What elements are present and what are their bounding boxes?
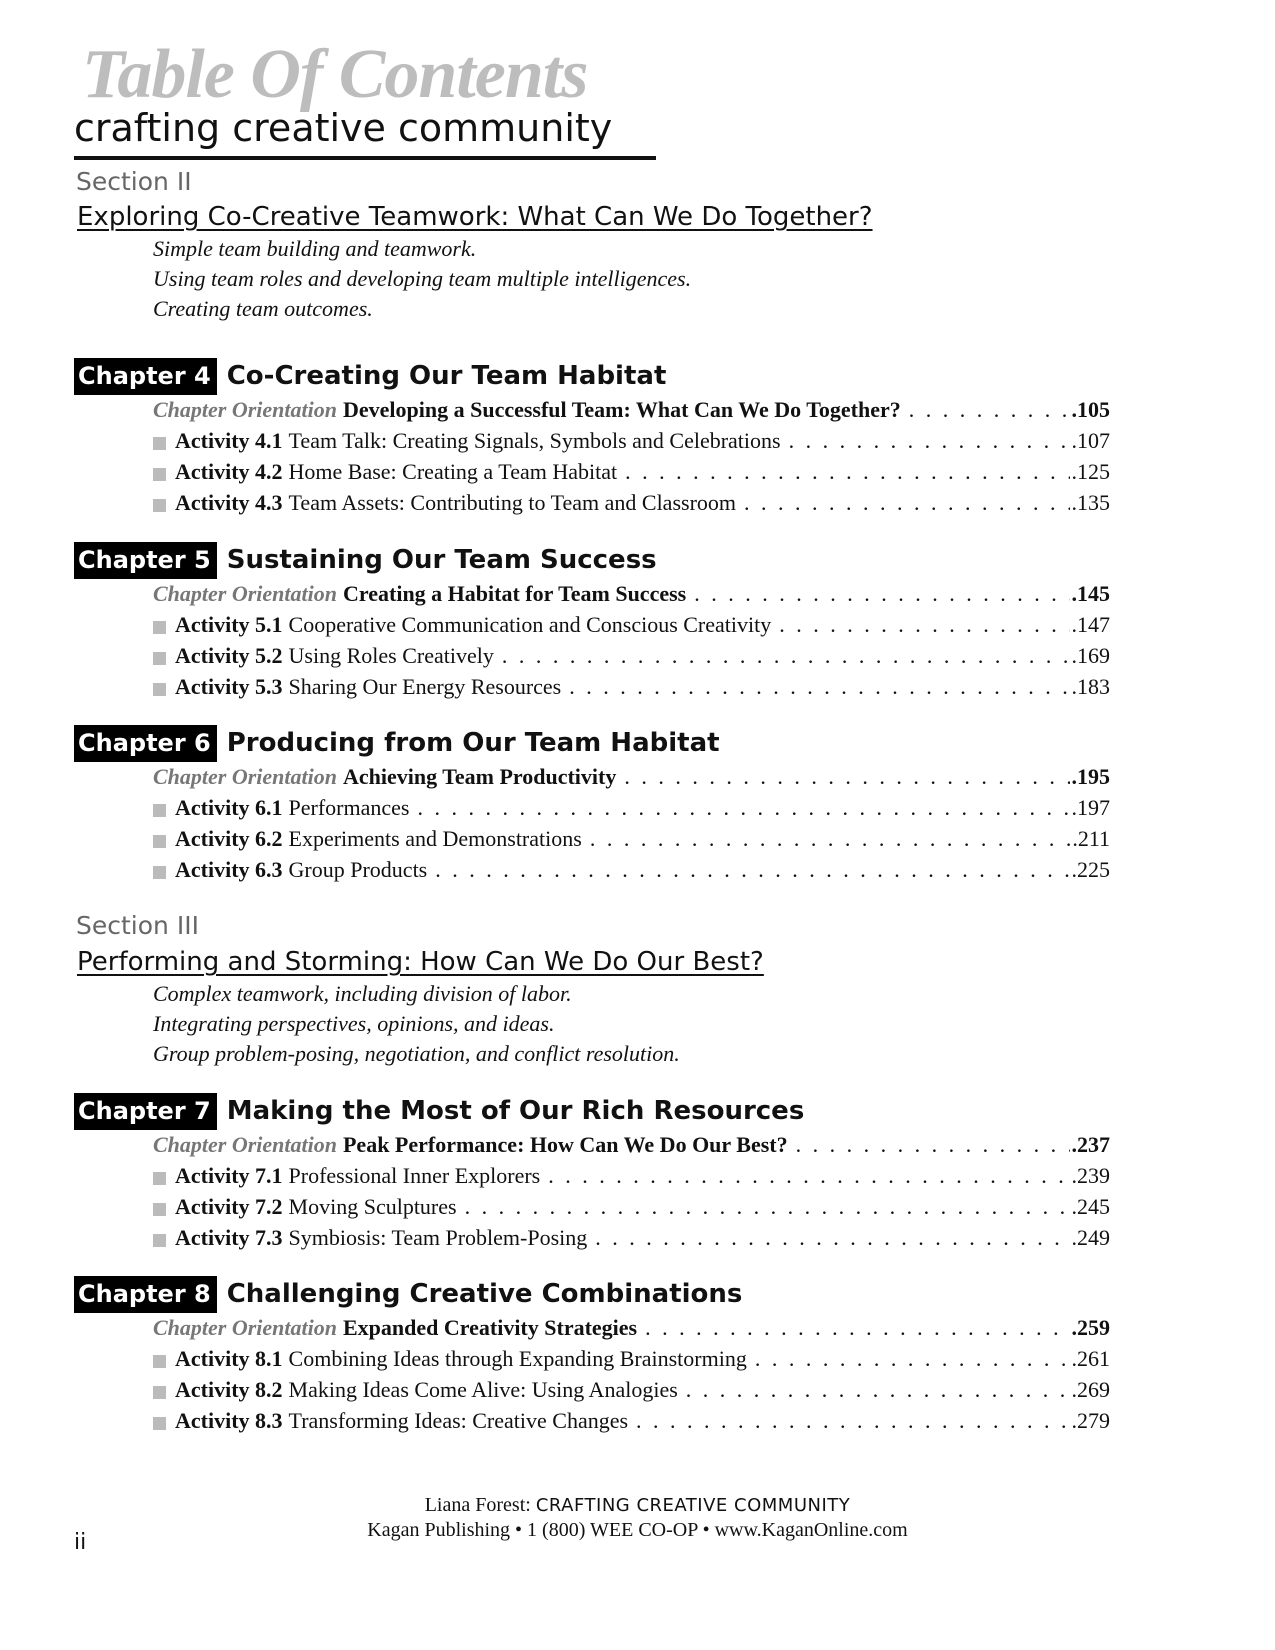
activity-entry[interactable] xyxy=(153,490,1110,521)
orientation-label: Chapter Orientation xyxy=(153,581,337,606)
activity-label: Activity 8.1 xyxy=(175,1346,283,1371)
section-heading: Exploring Co-Creative Teamwork: What Can We Do Together? xyxy=(77,202,873,232)
activity-entry[interactable] xyxy=(153,1408,1110,1439)
footer-author: Liana Forest: xyxy=(424,1494,531,1516)
dot-leader xyxy=(694,581,1069,607)
square-bullet-icon xyxy=(153,804,166,817)
activity-label: Activity 5.1 xyxy=(175,612,283,637)
activity-label: Activity 8.3 xyxy=(175,1408,283,1433)
section-heading: Performing and Storming: How Can We Do Our Best? xyxy=(77,947,764,977)
dot-leader xyxy=(590,826,1071,852)
square-bullet-icon xyxy=(153,1203,166,1216)
dot-leader xyxy=(686,1377,1070,1403)
activity-title: Team Assets: Contributing to Team and Classroom xyxy=(288,490,737,515)
page-number-ref: .105 xyxy=(1071,397,1110,422)
activity-entry[interactable] xyxy=(153,612,1110,643)
square-bullet-icon xyxy=(153,468,166,481)
page-number-ref: .125 xyxy=(1071,459,1110,484)
description-line: Using team roles and developing team multiple intelligences. xyxy=(153,266,692,291)
description-line: Creating team outcomes. xyxy=(153,296,373,321)
square-bullet-icon xyxy=(153,683,166,696)
page-number-ref: .135 xyxy=(1071,490,1110,515)
square-bullet-icon xyxy=(153,835,166,848)
chapter-badge: Chapter 7 xyxy=(74,1093,217,1130)
orientation-title: Creating a Habitat for Team Success xyxy=(342,581,687,606)
activity-title: Using Roles Creatively xyxy=(288,643,494,668)
page-number-ref: .269 xyxy=(1071,1377,1110,1402)
activity-entry[interactable] xyxy=(153,1346,1110,1377)
square-bullet-icon xyxy=(153,1355,166,1368)
orientation-entry[interactable] xyxy=(153,397,1110,428)
activity-label: Activity 5.2 xyxy=(175,643,283,668)
activity-title: Professional Inner Explorers xyxy=(288,1163,541,1188)
orientation-label: Chapter Orientation xyxy=(153,764,337,789)
dot-leader xyxy=(755,1346,1070,1372)
chapter-badge: Chapter 5 xyxy=(74,542,217,579)
page-number-ref: .245 xyxy=(1071,1194,1110,1219)
activity-title: Experiments and Demonstrations xyxy=(288,826,582,851)
page-number-ref: .183 xyxy=(1071,674,1110,699)
dot-leader xyxy=(569,674,1069,700)
square-bullet-icon xyxy=(153,1234,166,1247)
description-line: Complex teamwork, including division of labor. xyxy=(153,981,572,1006)
chapter-header xyxy=(74,540,1114,580)
chapter-title: Producing from Our Team Habitat xyxy=(226,728,720,758)
dot-leader xyxy=(465,1194,1070,1220)
footer-book-title: CRAFTING CREATIVE COMMUNITY xyxy=(535,1495,851,1516)
description-line: Simple team building and teamwork. xyxy=(153,236,477,261)
orientation-title: Expanded Creativity Strategies xyxy=(342,1315,638,1340)
dot-leader xyxy=(645,1315,1069,1341)
activity-label: Activity 6.2 xyxy=(175,826,283,851)
section-label: Section II xyxy=(76,167,192,196)
activity-entry[interactable] xyxy=(153,459,1110,490)
dot-leader xyxy=(909,397,1070,423)
chapter-block xyxy=(74,1091,1114,1256)
dot-leader xyxy=(624,764,1069,790)
dot-leader xyxy=(636,1408,1069,1434)
chapter-header xyxy=(74,723,1114,763)
square-bullet-icon xyxy=(153,1417,166,1430)
square-bullet-icon xyxy=(153,866,166,879)
orientation-entry[interactable] xyxy=(153,1132,1110,1163)
activity-label: Activity 4.1 xyxy=(175,428,283,453)
chapter-header xyxy=(74,1091,1114,1131)
chapter-title: Challenging Creative Combinations xyxy=(226,1279,743,1309)
dot-leader xyxy=(625,459,1069,485)
square-bullet-icon xyxy=(153,499,166,512)
square-bullet-icon xyxy=(153,1172,166,1185)
chapter-title: Sustaining Our Team Success xyxy=(226,545,657,575)
page-number-ref: .195 xyxy=(1071,764,1110,789)
section-description xyxy=(153,979,680,1069)
page-number-ref: .197 xyxy=(1071,795,1110,820)
activity-title: Transforming Ideas: Creative Changes xyxy=(288,1408,629,1433)
activity-title: Home Base: Creating a Team Habitat xyxy=(288,459,618,484)
square-bullet-icon xyxy=(153,652,166,665)
page-number-ref: .239 xyxy=(1071,1163,1110,1188)
chapter-block xyxy=(74,723,1114,888)
dot-leader xyxy=(417,795,1069,821)
activity-entry[interactable] xyxy=(153,674,1110,705)
activity-label: Activity 7.2 xyxy=(175,1194,283,1219)
dot-leader xyxy=(796,1132,1070,1158)
description-line: Group problem-posing, negotiation, and conflict resolution. xyxy=(153,1041,680,1066)
page-number-ref: .261 xyxy=(1071,1346,1110,1371)
orientation-entry[interactable] xyxy=(153,764,1110,795)
orientation-title: Peak Performance: How Can We Do Our Best? xyxy=(342,1132,788,1157)
chapter-badge: Chapter 6 xyxy=(74,725,217,762)
square-bullet-icon xyxy=(153,437,166,450)
activity-title: Cooperative Communication and Conscious Creativity xyxy=(288,612,772,637)
activity-title: Performances xyxy=(288,795,410,820)
dot-leader xyxy=(789,428,1070,454)
activity-entry[interactable] xyxy=(153,857,1110,888)
page-number-ref: .259 xyxy=(1071,1315,1110,1340)
activity-title: Moving Sculptures xyxy=(288,1194,457,1219)
page-subtitle: crafting creative community xyxy=(74,106,613,150)
activity-entry[interactable] xyxy=(153,643,1110,674)
section-description xyxy=(153,234,691,324)
activity-title: Combining Ideas through Expanding Brainstorming xyxy=(288,1346,747,1371)
chapter-badge: Chapter 4 xyxy=(74,358,217,395)
page-number-ref: .225 xyxy=(1071,857,1110,882)
chapter-block xyxy=(74,540,1114,705)
description-line: Integrating perspectives, opinions, and ideas. xyxy=(153,1011,555,1036)
orientation-label: Chapter Orientation xyxy=(153,1315,337,1340)
activity-entry[interactable] xyxy=(153,1163,1110,1194)
orientation-title: Achieving Team Productivity xyxy=(342,764,617,789)
activity-label: Activity 7.3 xyxy=(175,1225,283,1250)
activity-label: Activity 8.2 xyxy=(175,1377,283,1402)
page-number-ref: .237 xyxy=(1071,1132,1110,1157)
activity-label: Activity 5.3 xyxy=(175,674,283,699)
orientation-entry[interactable] xyxy=(153,581,1110,612)
chapter-badge: Chapter 8 xyxy=(74,1276,217,1313)
chapter-header xyxy=(74,1274,1114,1314)
activity-label: Activity 4.3 xyxy=(175,490,283,515)
chapter-block xyxy=(74,356,1114,521)
activity-entry[interactable] xyxy=(153,795,1110,826)
footer-credit xyxy=(0,1493,1275,1542)
dot-leader xyxy=(595,1225,1069,1251)
orientation-entry[interactable] xyxy=(153,1315,1110,1346)
page-number-ref: .211 xyxy=(1072,826,1110,851)
orientation-label: Chapter Orientation xyxy=(153,1132,337,1157)
chapter-title: Co-Creating Our Team Habitat xyxy=(226,361,667,391)
activity-title: Sharing Our Energy Resources xyxy=(288,674,562,699)
chapter-header xyxy=(74,356,1114,396)
activity-title: Team Talk: Creating Signals, Symbols and Celebrations xyxy=(288,428,781,453)
footer-publisher: Kagan Publishing • 1 (800) WEE CO-OP • www.KaganOnline.com xyxy=(367,1519,908,1541)
page-number-ref: .249 xyxy=(1071,1225,1110,1250)
page-number-ref: .169 xyxy=(1071,643,1110,668)
page-number-ref: .279 xyxy=(1071,1408,1110,1433)
activity-entry[interactable] xyxy=(153,1194,1110,1225)
page-number-ref: .107 xyxy=(1071,428,1110,453)
page-number: ii xyxy=(74,1530,87,1555)
footer-line-1 xyxy=(0,1493,1275,1518)
page-title: Table Of Contents xyxy=(82,36,588,113)
activity-label: Activity 7.1 xyxy=(175,1163,283,1188)
page-number-ref: .147 xyxy=(1071,612,1110,637)
square-bullet-icon xyxy=(153,1386,166,1399)
dot-leader xyxy=(435,857,1069,883)
activity-label: Activity 6.1 xyxy=(175,795,283,820)
square-bullet-icon xyxy=(153,621,166,634)
dot-leader xyxy=(779,612,1069,638)
activity-entry[interactable] xyxy=(153,826,1110,857)
chapter-block xyxy=(74,1274,1114,1439)
title-rule xyxy=(74,156,656,160)
activity-label: Activity 4.2 xyxy=(175,459,283,484)
page-number-ref: .145 xyxy=(1071,581,1110,606)
activity-title: Group Products xyxy=(288,857,428,882)
section-label: Section III xyxy=(76,911,199,940)
dot-leader xyxy=(502,643,1070,669)
activity-title: Making Ideas Come Alive: Using Analogies xyxy=(288,1377,678,1402)
orientation-label: Chapter Orientation xyxy=(153,397,337,422)
dot-leader xyxy=(744,490,1069,516)
activity-entry[interactable] xyxy=(153,1225,1110,1256)
activity-entry[interactable] xyxy=(153,1377,1110,1408)
dot-leader xyxy=(548,1163,1069,1189)
orientation-title: Developing a Successful Team: What Can We Do Together? xyxy=(342,397,901,422)
activity-title: Symbiosis: Team Problem-Posing xyxy=(288,1225,588,1250)
activity-label: Activity 6.3 xyxy=(175,857,283,882)
activity-entry[interactable] xyxy=(153,428,1110,459)
chapter-title: Making the Most of Our Rich Resources xyxy=(226,1096,805,1126)
